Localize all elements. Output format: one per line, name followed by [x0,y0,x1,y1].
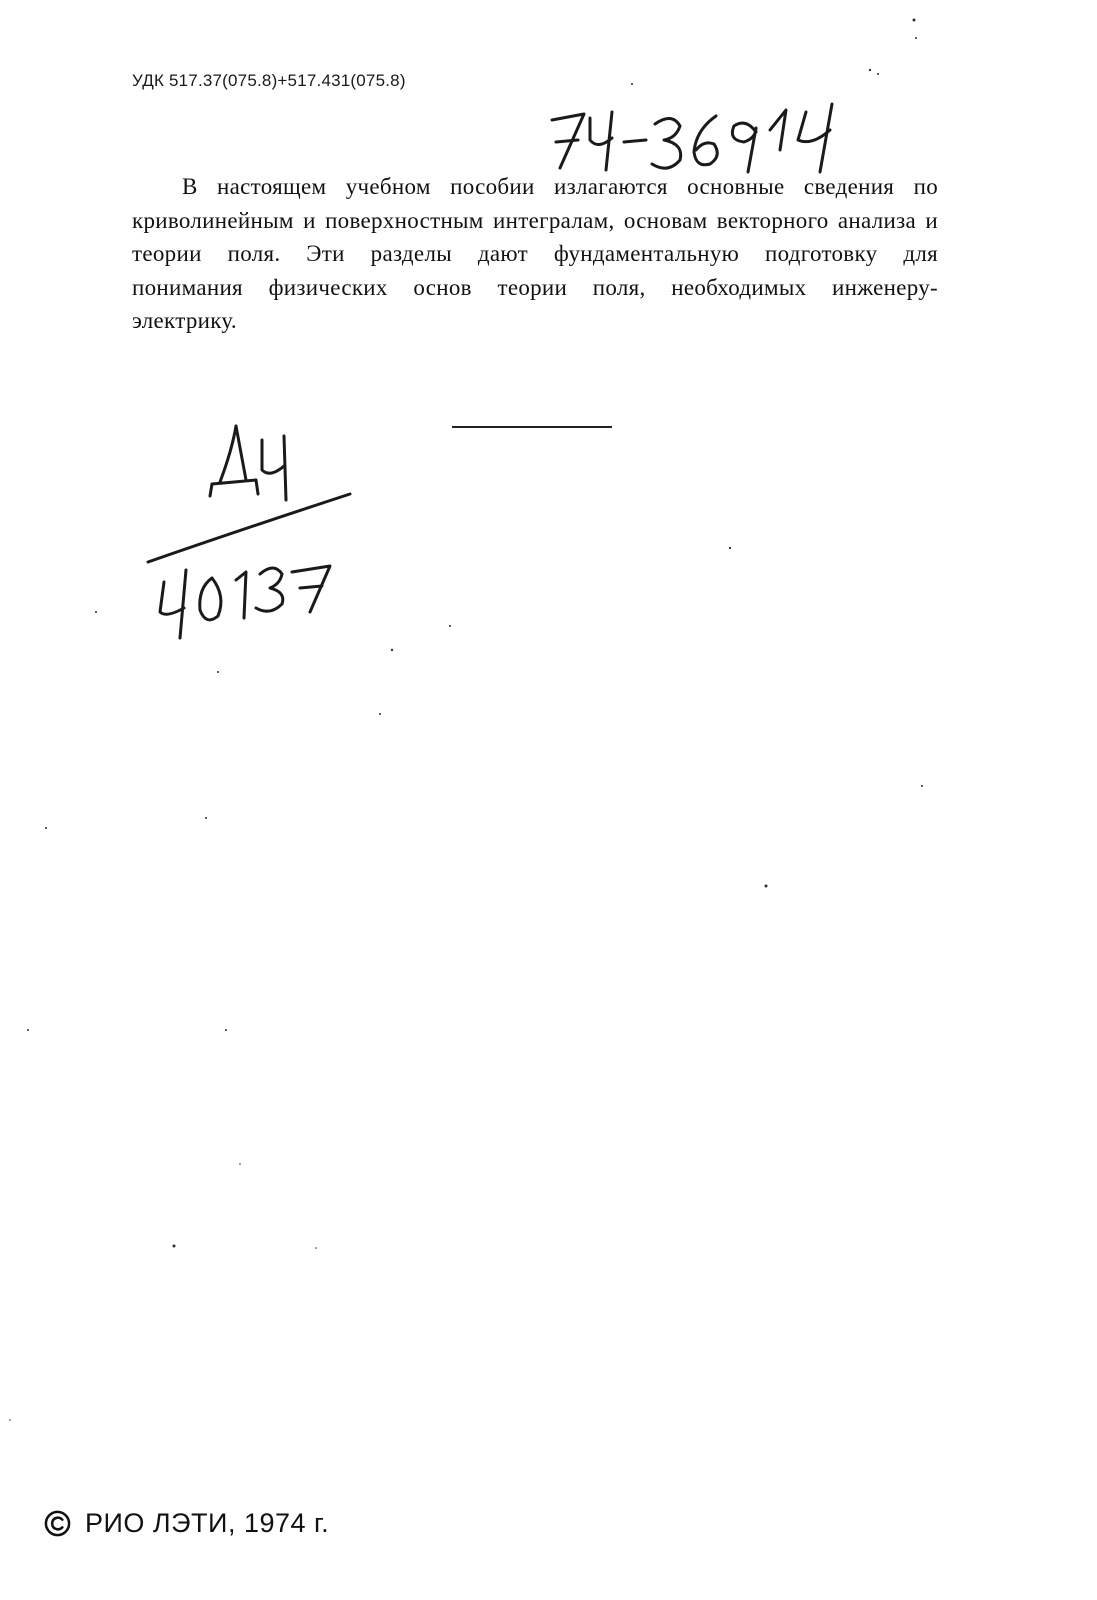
copyright-line [44,1508,329,1539]
copyright-text: РИО ЛЭТИ, 1974 г. [85,1508,330,1538]
abstract-paragraph: В настоящем учебном пособии излагаются основные сведения по криволинейным и поверхностным интегралам, основам векторного анализа и теории поля. Эти разделы дают фундаментальную подготовку для понимания физических основ теории поля, необходимых инженеру-электрику. [132,174,938,333]
separator-line [452,426,612,428]
handwritten-number [552,104,832,172]
handwritten-shelfmark [148,426,350,638]
copyright-icon [44,1510,71,1537]
udk-classification: УДК 517.37(075.8)+517.431(075.8) [132,71,406,90]
